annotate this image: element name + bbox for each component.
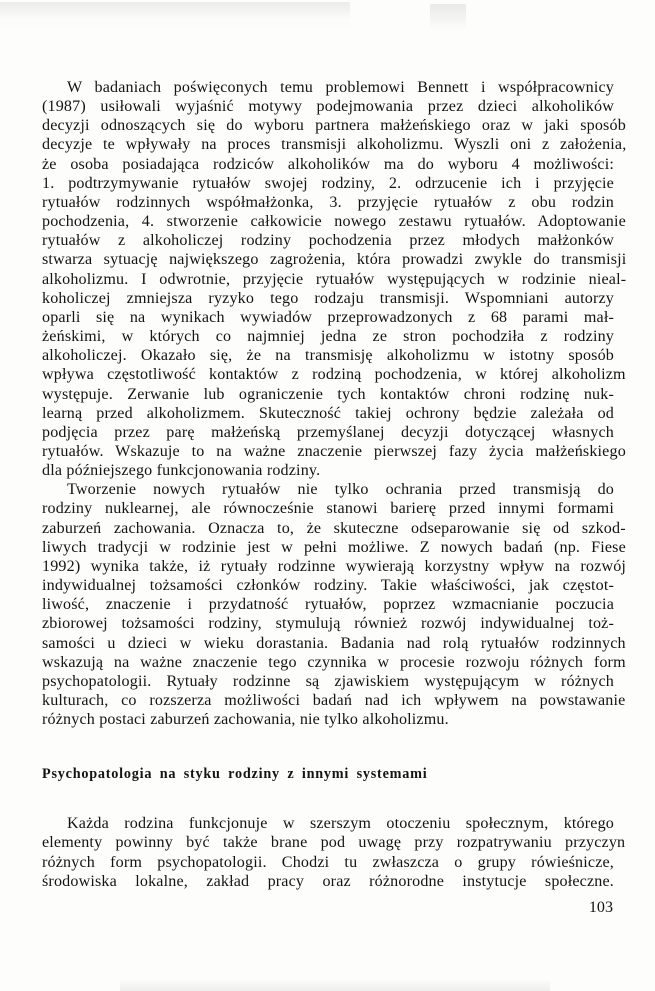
text-line: podjęcia przez parę małżeńską przemyślanej decyzji dotyczącej własnych [42,423,614,441]
text-line: liwych tradycji w rodzinie jest w pełni możliwe. Z nowych badań (np. Fiese [42,538,626,556]
page-text-block [42,78,627,891]
text-line: psychopatologii. Rytuały rodzinne są zjawiskiem występującym w różnych [42,672,614,690]
paragraph-bennett-study [42,78,627,480]
text-line: żeńskimi, w których co najmniej jedna ze stron pochodziła z rodziny [42,328,614,346]
scan-artifact-top-left [0,2,350,30]
spacer-below-heading [42,784,614,814]
text-line: elementy powinny być także brane pod uwagę przy rozpatrywaniu przyczyn [42,834,626,852]
paragraph-new-rituals [42,480,627,729]
scan-artifact-top-right [430,4,466,30]
text-line: dla późniejszego funkcjonowania rodziny. [42,462,321,480]
text-line: zaburzeń zachowania. Oznacza to, że skuteczne odseparowanie się od szkod- [42,519,626,537]
text-line: alkoholiczej. Okazało się, że na transmisję alkoholizmu w istotny sposób [42,347,614,365]
text-line: różnych form psychopatologii. Chodzi tu zwłaszcza o grupy rówieśnicze, [42,853,614,871]
text-line: oparli się na wynikach wywiadów przeprowadzonych z 68 parami mał- [42,308,614,326]
text-line: W badaniach poświęconych temu problemowi Bennett i współpracownicy [67,79,614,96]
text-line: występuje. Zerwanie lub ograniczenie tych kontaktów chroni rodzinę nuk- [42,385,614,403]
text-line: alkoholizmu. I odwrotnie, przyjęcie rytuałów występujących w rodzinie nieal- [42,270,627,288]
page-number: 103 [588,899,613,916]
text-line: rytuałów. Wskazuje to na ważne znaczenie pierwszej fazy życia małżeńskiego [42,442,626,460]
scan-artifact-bottom [120,969,550,991]
text-line: indywidualnej tożsamości członków rodziny. Takie właściwości, jak częstot- [42,577,614,595]
text-line: koholiczej zmniejsza ryzyko tego rodzaju transmisji. Wspomniani autorzy [42,289,614,307]
section-heading-psychopathology: Psychopatologia na styku rodziny z innymi systemami [42,766,428,783]
text-line: pochodzenia, 4. stworzenie całkowicie nowego zestawu rytuałów. Adoptowanie [42,213,626,231]
text-line: różnych postaci zaburzeń zachowania, nie tylko alkoholizmu. [42,711,449,729]
paragraph-family-environment [42,814,626,891]
text-line: środowiska lokalne, zakład pracy oraz różnorodne instytucje społeczne. [42,872,614,890]
text-line: 1. podtrzymywanie rytuałów swojej rodziny, 2. odrzucenie ich i przyjęcie [42,174,614,192]
text-line: kulturach, co rozszerza możliwości badań nad ich wpływem na powstawanie [42,692,626,709]
text-line: wskazują na ważne znaczenie tego czynnika w procesie rozwoju różnych form [42,653,626,671]
text-line: stwarza sytuację największego zagrożenia, która prowadzi zwykle do transmisji [42,251,627,269]
text-line: rytuałów z alkoholiczej rodziny pochodzenia przez młodych małżonków [42,232,614,250]
text-line: rytuałów rodzinnych współmałżonka, 3. przyjęcie rytuałów z obu rodzin [42,193,614,211]
text-line: (1987) usiłowali wyjaśnić motywy podejmowania przez dzieci alkoholików [42,98,614,116]
text-line: learną przed alkoholizmem. Skuteczność takiej ochrony będzie zależała od [42,404,614,422]
text-line: rodziny nuklearnej, ale równocześnie stanowi barierę przed innymi formami [42,500,614,518]
text-line: decyzji odnoszących się do wyboru partnera małżeńskiego oraz w jaki sposób [42,117,626,135]
text-line: decyzje te wpływały na proces transmisji alkoholizmu. Wyszli oni z założenia, [42,136,627,154]
text-line: że osoba posiadająca rodziców alkoholików ma do wyboru 4 możliwości: [42,155,614,173]
text-line: 1992) wynika także, iż rytuały rodzinne wywierają korzystny wpływ na rozwój [42,557,627,575]
text-line: zbiorowej tożsamości rodziny, stymulują również rozwój indywidualnej toż- [42,615,614,633]
text-line: Tworzenie nowych rytuałów nie tylko ochrania przed transmisją do [67,481,614,499]
text-line: wpływa częstotliwość kontaktów z rodziną pochodzenia, w której alkoholizm [42,366,626,384]
text-line: liwość, znaczenie i przydatność rytuałów, poprzez wzmacnianie poczucia [42,596,614,614]
spacer-above-heading [42,729,614,765]
text-line: Każda rodzina funkcjonuje w szerszym otoczeniu społecznym, którego [67,815,614,833]
text-line: samości u dzieci w wieku dorastania. Badania nad rolą rytuałów rodzinnych [42,634,626,652]
